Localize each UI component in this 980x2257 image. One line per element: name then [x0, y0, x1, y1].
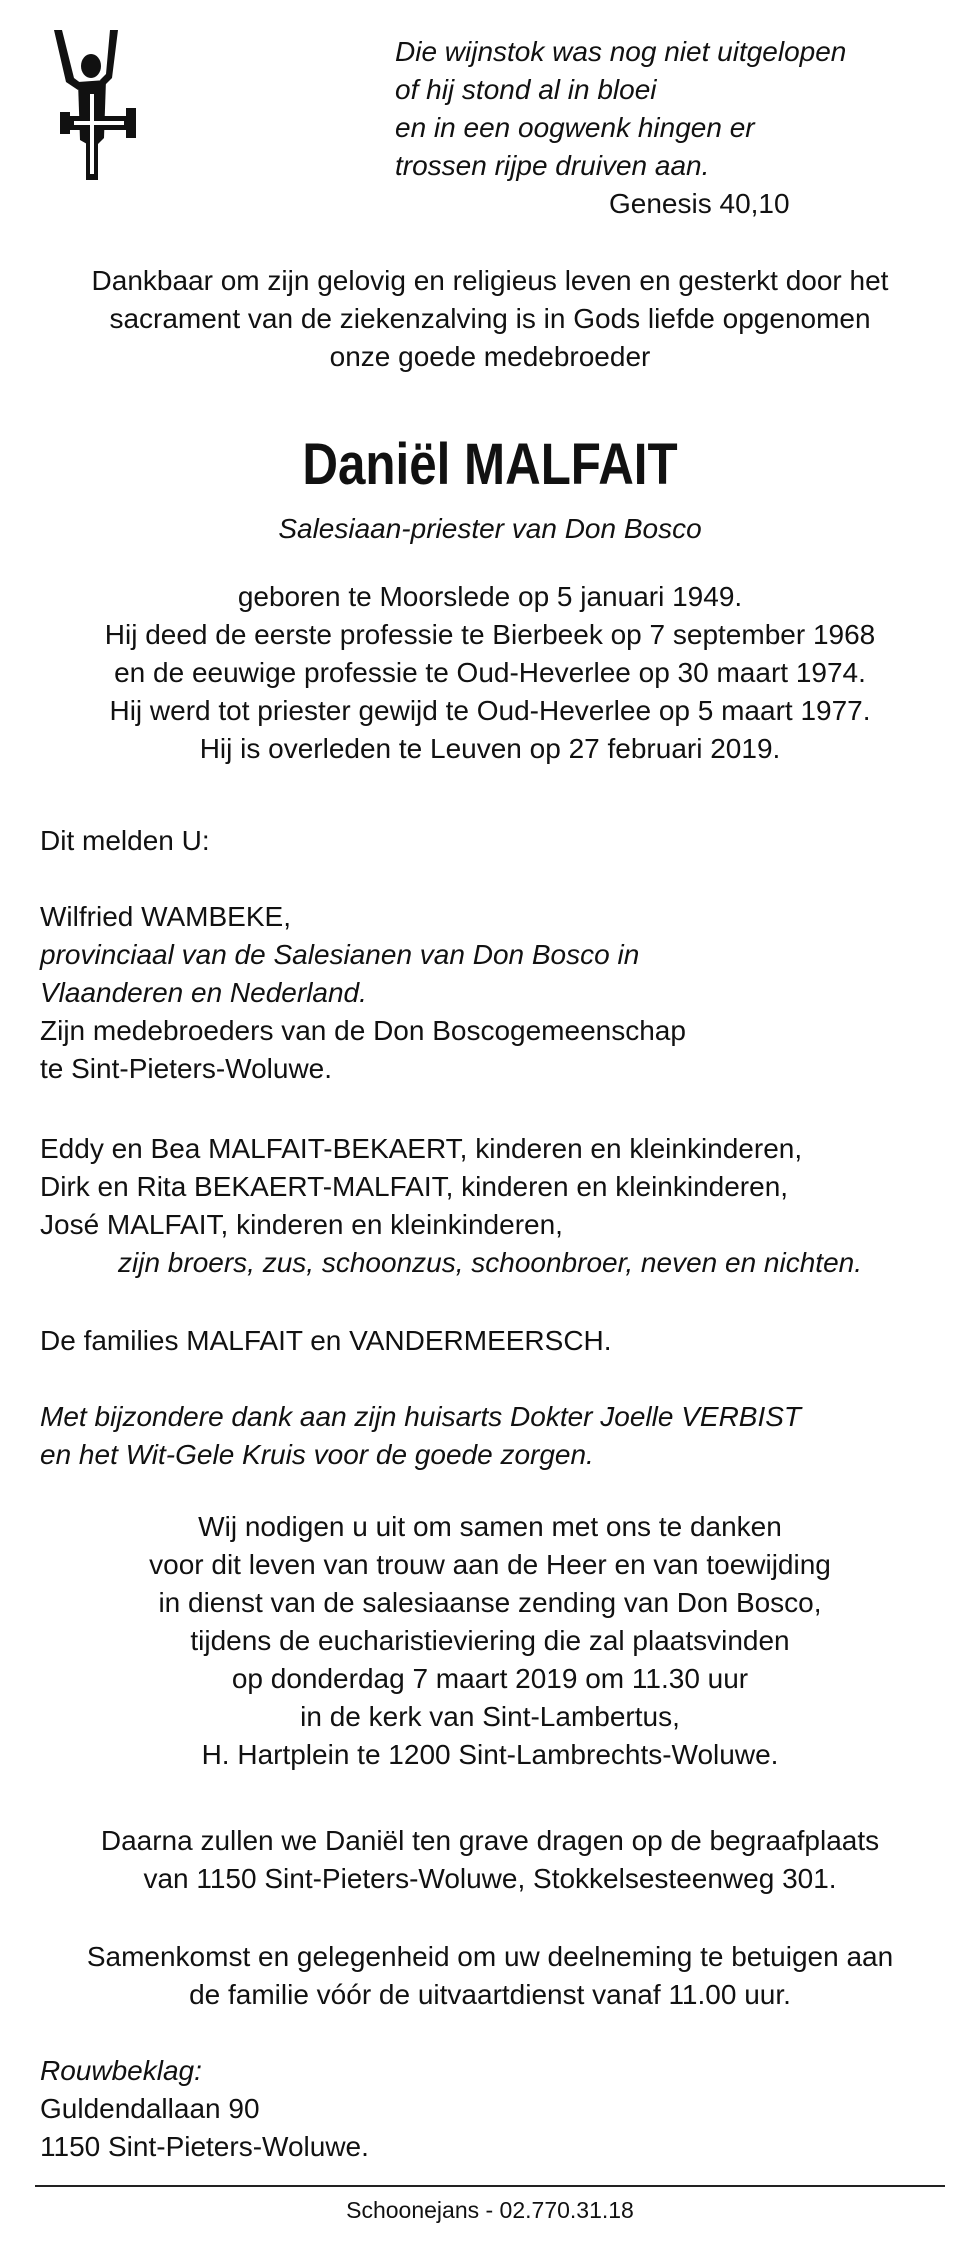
intro-line: sacrament van de ziekenzalving is in Gods liefde opgenomen — [109, 303, 871, 334]
life-line: geboren te Moorslede op 5 januari 1949. — [237, 581, 743, 612]
family-line: Dirk en Rita BEKAERT-MALFAIT, kinderen en kleinkinderen, — [40, 1171, 789, 1202]
invitation-line: H. Hartplein te 1200 Sint-Lambrechts-Woluwe. — [201, 1739, 779, 1770]
community-line: Zijn medebroeders van de Don Boscogemeenschap — [40, 1015, 686, 1046]
thanks-text — [0, 1398, 980, 1474]
invitation-line: op donderdag 7 maart 2019 om 11.30 uur — [231, 1663, 749, 1694]
family-line: Eddy en Bea MALFAIT-BEKAERT, kinderen en kleinkinderen, — [40, 1133, 803, 1164]
condolence-label: Rouwbeklag: — [40, 2055, 202, 2086]
thanks-line: en het Wit-Gele Kruis voor de goede zorgen. — [40, 1439, 594, 1470]
raised-arms-cross-icon — [48, 28, 144, 180]
life-details — [0, 578, 980, 768]
provincial-name: Wilfried WAMBEKE, — [40, 901, 291, 932]
verse-line: en in een oogwenk hingen er — [395, 112, 755, 143]
invitation-text — [0, 1508, 980, 1774]
invitation-line: voor dit leven van trouw aan de Heer en van toewijding — [149, 1549, 831, 1580]
provincial-role: Vlaanderen en Nederland. — [40, 977, 367, 1008]
intro-line: onze goede medebroeder — [329, 341, 651, 372]
family-relation: zijn broers, zus, schoonzus, schoonbroer, neven en nichten. — [118, 1247, 862, 1278]
burial-line: van 1150 Sint-Pieters-Woluwe, Stokkelsesteenweg 301. — [143, 1863, 837, 1894]
condolence-block — [0, 2052, 980, 2166]
verse-line: of hij stond al in bloei — [395, 74, 657, 105]
thanks-line: Met bijzondere dank aan zijn huisarts Dokter Joelle VERBIST — [40, 1401, 802, 1432]
bible-verse — [395, 33, 915, 223]
deceased-title: Salesiaan-priester van Don Bosco — [278, 513, 702, 544]
invitation-line: in de kerk van Sint-Lambertus, — [300, 1701, 680, 1732]
families-text: De families MALFAIT en VANDERMEERSCH. — [40, 1325, 612, 1356]
burial-line: Daarna zullen we Daniël ten grave dragen op de begraafplaats — [100, 1825, 880, 1856]
verse-line: trossen rijpe druiven aan. — [395, 150, 710, 181]
gathering-line: de familie vóór de uitvaartdienst vanaf 11.00 uur. — [189, 1979, 791, 2010]
family-line: José MALFAIT, kinderen en kleinkinderen, — [40, 1209, 563, 1240]
announce-text: Dit melden U: — [40, 825, 210, 856]
invitation-line: in dienst van de salesiaanse zending van Don Bosco, — [158, 1587, 822, 1618]
condolence-city: 1150 Sint-Pieters-Woluwe. — [40, 2131, 369, 2162]
community-line: te Sint-Pieters-Woluwe. — [40, 1053, 333, 1084]
condolence-street: Guldendallaan 90 — [40, 2093, 260, 2124]
verse-reference: Genesis 40,10 — [609, 188, 790, 219]
life-line: en de eeuwige professie te Oud-Heverlee op 30 maart 1974. — [114, 657, 866, 688]
deceased-name: Daniël MALFAIT — [302, 432, 678, 497]
gathering-line: Samenkomst en gelegenheid om uw deelneming te betuigen aan — [86, 1941, 894, 1972]
gathering-text — [0, 1938, 980, 2014]
funeral-home-footer: Schoonejans - 02.770.31.18 — [346, 2197, 634, 2223]
invitation-line: Wij nodigen u uit om samen met ons te danken — [198, 1511, 782, 1542]
provincial-block — [0, 898, 980, 1088]
provincial-role: provinciaal van de Salesianen van Don Bosco in — [40, 939, 640, 970]
burial-text — [0, 1822, 980, 1898]
intro-line: Dankbaar om zijn gelovig en religieus leven en gesterkt door het — [91, 265, 889, 296]
life-line: Hij werd tot priester gewijd te Oud-Heverlee op 5 maart 1977. — [109, 695, 871, 726]
verse-line: Die wijnstok was nog niet uitgelopen — [395, 36, 847, 67]
footer-divider — [35, 2185, 945, 2187]
intro-text — [0, 262, 980, 376]
life-line: Hij deed de eerste professie te Bierbeek op 7 september 1968 — [104, 619, 876, 650]
family-block — [0, 1130, 980, 1282]
life-line: Hij is overleden te Leuven op 27 februari 2019. — [199, 733, 781, 764]
invitation-line: tijdens de eucharistieviering die zal plaatsvinden — [190, 1625, 790, 1656]
